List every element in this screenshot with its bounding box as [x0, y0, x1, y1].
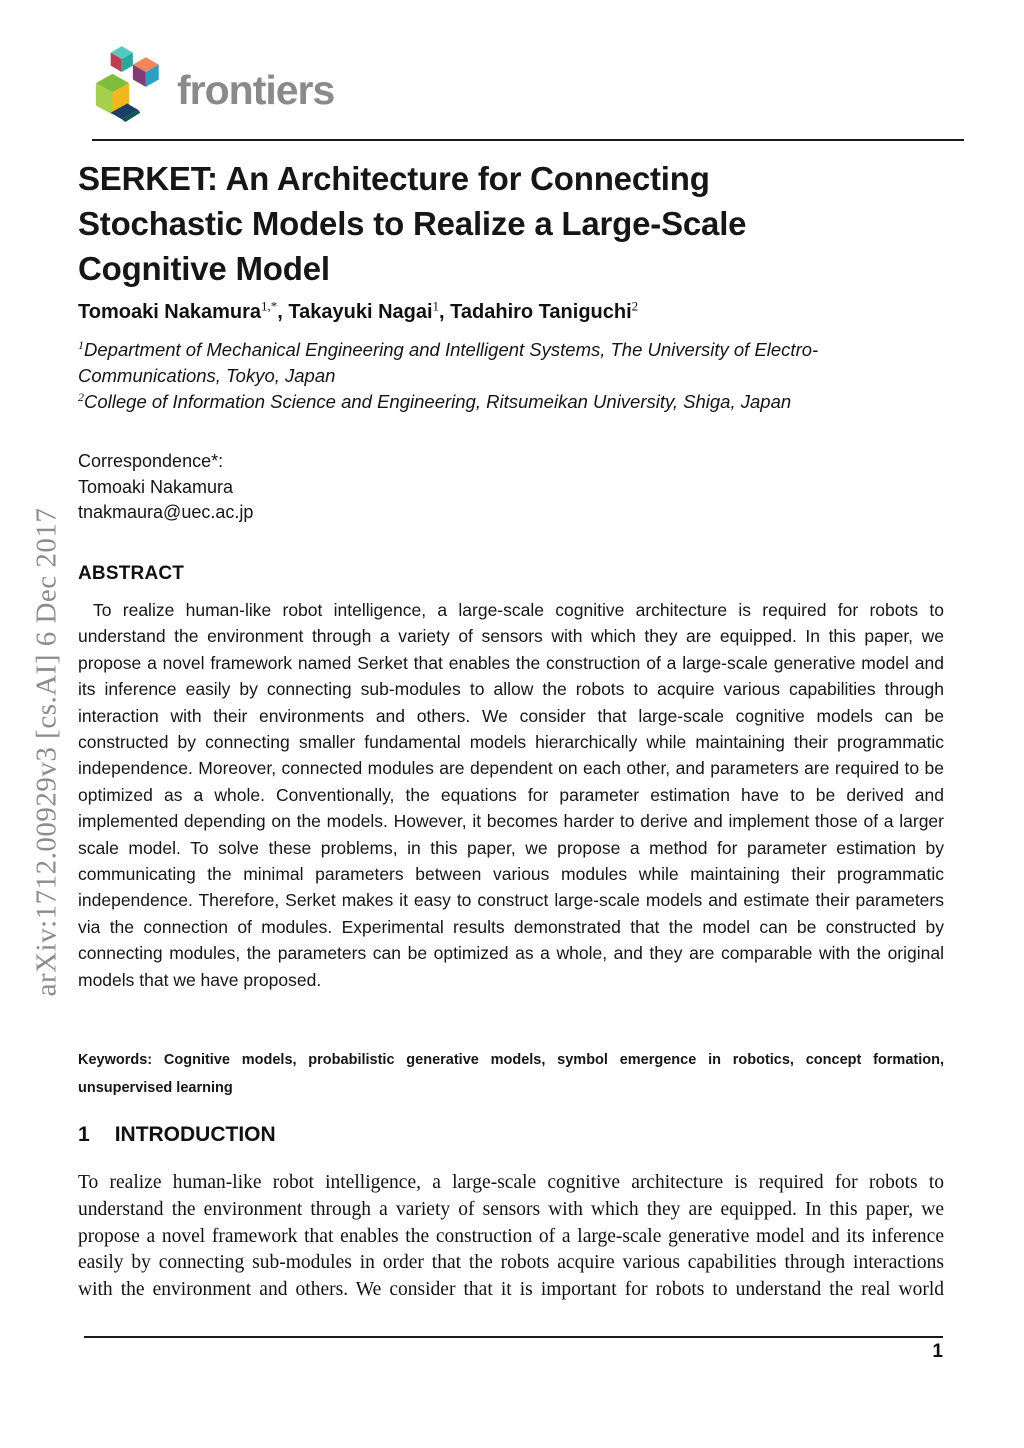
paper-title [78, 156, 746, 291]
section-title: INTRODUCTION [114, 1123, 276, 1146]
author-name: Tomoaki Nakamura [78, 301, 262, 323]
abstract-heading: ABSTRACT [78, 563, 185, 584]
title-line-1: SERKET: An Architecture for Connecting [78, 160, 710, 197]
affiliation-marker: 1 [78, 337, 84, 352]
page-number: 1 [932, 1341, 943, 1362]
author-affil-marker: 1,* [261, 298, 278, 314]
author-line [78, 298, 639, 324]
title-line-2: Stochastic Models to Realize a Large-Scale [78, 205, 747, 242]
affiliation-text: Department of Mechanical Engineering and Intelligent Systems, The University of Electro-Communications, Tokyo, Japan [78, 339, 819, 386]
arxiv-watermark: arXiv:1712.00929v3 [cs.AI] 6 Dec 2017 [30, 507, 63, 997]
correspondence-email: tnakmaura@uec.ac.jp [78, 502, 254, 522]
introduction-text: To realize human-like robot intelligence, a large-scale cognitive architecture is required for robots to understand the environment through a variety of sensors with which they are equipped. In this paper, we propose a novel framework that enables the construction of a large-scale generative model and its inference easily by connecting sub-modules in order that the robots acquire various capabilities through interactions with the environment and others. We consider that it is important for robots to understand the real world [78, 1172, 944, 1301]
affiliations-block [78, 337, 944, 415]
title-line-3: Cognitive Model [78, 250, 330, 287]
correspondence-label: Correspondence*: [78, 451, 224, 471]
section-number: 1 [78, 1123, 90, 1146]
article-content [78, 0, 944, 1448]
correspondence-block [78, 449, 253, 526]
affiliation-2 [78, 389, 944, 415]
affiliation-marker: 2 [78, 389, 84, 404]
keywords-line: Keywords: Cognitive models, probabilistic generative models, symbol emergence in robotics, concept formation, unsupervised learning [78, 1052, 944, 1096]
author-name: , Tadahiro Taniguchi [439, 301, 632, 323]
author-affil-marker: 1 [432, 298, 440, 314]
abstract-text: To realize human-like robot intelligence, a large-scale cognitive architecture is required for robots to understand the environment through a variety of sensors with which they are equipped. In this paper, we propose a novel framework named Serket that enables the construction of a large-scale generative model and its inference easily by connecting sub-modules to allow the robots to acquire various capabilities through interaction with their environments and others. We consider that large-scale cognitive models can be constructed by connecting smaller fundamental models hierarchically while maintaining their programmatic independence. Moreover, connected modules are dependent on each other, and parameters are required to be optimized as a whole. Conventionally, the equations for parameter estimation have to be derived and implemented depending on the models. However, it becomes harder to derive and implement those of a larger scale model. To solve these problems, in this paper, we propose a method for parameter estimation by communicating the minimal parameters between various modules while maintaining their programmatic independence. Therefore, Serket makes it easy to construct large-scale models and estimate their parameters via the connection of modules. Experimental results demonstrated that the model can be constructed by connecting modules, the parameters can be optimized as a whole, and they are comparable with the original models that we have proposed. [78, 600, 944, 990]
affiliation-1 [78, 337, 944, 389]
affiliation-text: College of Information Science and Engineering, Ritsumeikan University, Shiga, Japan [84, 391, 792, 412]
section-heading-introduction [78, 1123, 276, 1147]
author-name: , Takayuki Nagai [277, 301, 433, 323]
footer-rule [84, 1336, 943, 1338]
correspondence-name: Tomoaki Nakamura [78, 476, 234, 497]
frontiers-logo-text: frontiers [177, 67, 335, 113]
author-affil-marker: 2 [631, 298, 639, 314]
